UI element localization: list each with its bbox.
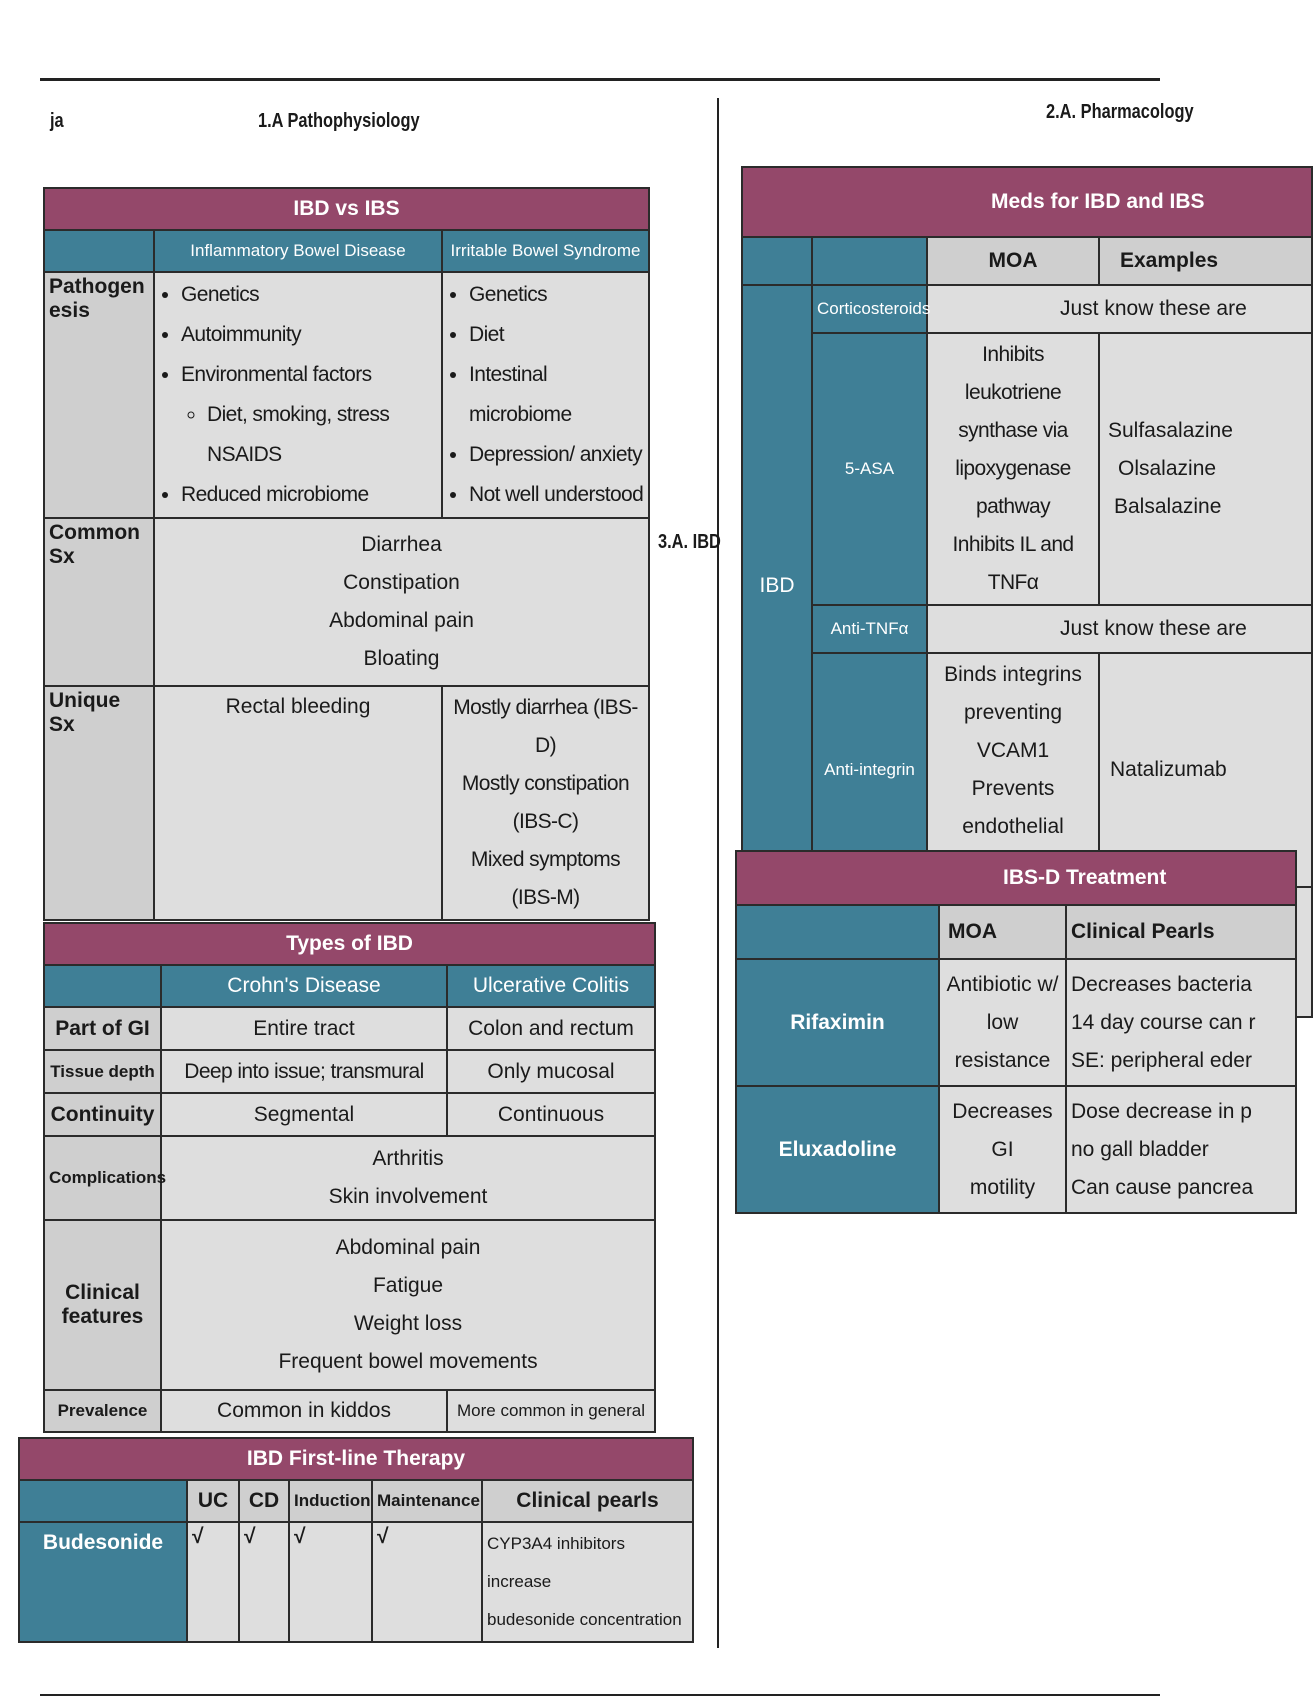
antiintegrin-label: Anti-integrin xyxy=(812,653,927,887)
antiintegrin-moa-line: preventing VCAM1 xyxy=(963,701,1063,762)
asa-moa-line: synthase via xyxy=(958,419,1068,442)
clinical-features-cell xyxy=(161,1220,655,1390)
list-item: • Genetics xyxy=(469,275,644,315)
moa-header: MOA xyxy=(927,237,1099,285)
common-sx-item: Diarrhea xyxy=(361,533,442,556)
ibsd-treatment-table xyxy=(735,850,1297,1214)
ibsd-pearls-header: Clinical Pearls xyxy=(1066,905,1296,959)
rifaximin-label: Rifaximin xyxy=(736,959,939,1086)
antitnf-label: Anti-TNFα xyxy=(812,605,927,653)
sub-list-item: ◦ Diet, smoking, stress NSAIDS xyxy=(207,395,437,475)
ibd-unique-sx: Rectal bleeding xyxy=(154,686,442,920)
induction-header: Induction xyxy=(289,1480,372,1522)
ibd-pathogenesis-cell xyxy=(154,272,442,518)
budesonide-label: Budesonide xyxy=(19,1522,187,1642)
ibd-group-label: IBD xyxy=(742,285,812,887)
rifaximin-moa-line: low resistance xyxy=(954,1010,1051,1072)
eluxadoline-moa-line: motility xyxy=(969,1175,1036,1199)
corner-cell xyxy=(44,965,161,1007)
ibs-unique-item: Mostly constipation (IBS-C) xyxy=(461,772,630,833)
clinical-pearls-header: Clinical pearls xyxy=(482,1480,693,1522)
eluxadoline-pearl: Dose decrease in p xyxy=(1071,1099,1252,1123)
common-sx-cell xyxy=(154,518,649,686)
common-sx-label: Common Sx xyxy=(44,518,154,686)
examples-header: Examples xyxy=(1099,237,1312,285)
ibd-vs-ibs-table xyxy=(43,187,650,921)
list-item-text: Environmental factors xyxy=(181,363,372,386)
tissue-depth-cd: Deep into issue; transmural xyxy=(161,1050,447,1093)
rifaximin-moa-line: Antibiotic w/ xyxy=(946,972,1059,996)
uc-check: √ xyxy=(187,1522,239,1642)
asa-examples-cell xyxy=(1099,333,1312,605)
cd-header: CD xyxy=(239,1480,289,1522)
asa-moa-line: Inhibits leukotriene xyxy=(964,343,1062,404)
eluxadoline-moa-line: Decreases GI xyxy=(952,1099,1053,1161)
clinical-features-label: Clinical features xyxy=(44,1220,161,1390)
corner-cell xyxy=(19,1480,187,1522)
list-item: • Diet xyxy=(469,315,644,355)
antiintegrin-moa-line: Binds integrins xyxy=(944,663,1082,686)
complication-item: Skin involvement xyxy=(328,1185,488,1208)
list-item: • Autoimmunity xyxy=(181,315,437,355)
budesonide-pearls-cell xyxy=(482,1522,693,1642)
uc-header: UC xyxy=(187,1480,239,1522)
eluxadoline-label: Eluxadoline xyxy=(736,1086,939,1213)
prevalence-cd: Common in kiddos xyxy=(161,1390,447,1432)
common-sx-item: Constipation xyxy=(343,571,460,594)
first-line-title: IBD First-line Therapy xyxy=(19,1438,693,1480)
bottom-rule xyxy=(40,1694,1160,1696)
antiintegrin-moa-line: Prevents endothelial xyxy=(962,777,1064,838)
tissue-depth-label: Tissue depth xyxy=(44,1050,161,1093)
list-item: • Not well understood xyxy=(469,475,644,515)
top-rule xyxy=(40,78,1160,81)
crohns-column-header: Crohn's Disease xyxy=(161,965,447,1007)
meds-table-clip xyxy=(738,166,1247,849)
pearl-line: CYP3A4 inhibitors increase xyxy=(487,1534,625,1591)
complication-item: Arthritis xyxy=(372,1147,444,1170)
rifaximin-pearls-cell xyxy=(1066,959,1296,1086)
asa-moa-line: Inhibits IL and TNFα xyxy=(952,533,1074,594)
continuity-cd: Segmental xyxy=(161,1093,447,1136)
corner-cell xyxy=(44,230,154,272)
ibs-pathogenesis-cell xyxy=(442,272,649,518)
asa-moa-cell xyxy=(927,333,1099,605)
eluxadoline-pearl: Can cause pancrea xyxy=(1071,1175,1254,1199)
list-item: • Intestinal microbiome xyxy=(469,355,644,435)
list-item: • Reduced microbiome xyxy=(181,475,437,515)
section-2a-heading: 2.A. Pharmacology xyxy=(1046,101,1194,123)
list-item: • Genetics xyxy=(181,275,437,315)
asa-moa-line: lipoxygenase pathway xyxy=(955,457,1071,518)
corner-cell xyxy=(742,237,812,285)
asa-label: 5-ASA xyxy=(812,333,927,605)
rifaximin-pearl: 14 day course can r xyxy=(1071,1010,1256,1034)
asa-example: Balsalazine xyxy=(1114,495,1222,518)
rifaximin-pearl: Decreases bacteria xyxy=(1071,972,1252,996)
clinical-feature-item: Weight loss xyxy=(353,1312,463,1335)
eluxadoline-pearls-cell xyxy=(1066,1086,1296,1213)
clinical-feature-item: Fatigue xyxy=(372,1274,444,1297)
list-item: • Depression/ anxiety xyxy=(469,435,644,475)
ibd-vs-ibs-title: IBD vs IBS xyxy=(44,188,649,230)
initials: ja xyxy=(50,110,64,132)
antiintegrin-example: Natalizumab xyxy=(1099,653,1312,887)
ibs-column-header: Irritable Bowel Syndrome xyxy=(442,230,649,272)
antitnf-text: Just know these are xyxy=(927,605,1312,653)
types-of-ibd-table xyxy=(43,922,656,1433)
common-sx-item: Abdominal pain xyxy=(329,609,474,632)
right-column-clip xyxy=(738,160,1256,1220)
cd-check: √ xyxy=(239,1522,289,1642)
corticosteroids-text: Just know these are xyxy=(927,285,1312,333)
ibsd-title: IBS-D Treatment xyxy=(736,851,1296,905)
clinical-feature-item: Abdominal pain xyxy=(335,1236,481,1259)
corticosteroids-label: Corticosteroids xyxy=(812,285,927,333)
corner-cell xyxy=(812,237,927,285)
ibd-first-line-table xyxy=(18,1437,694,1643)
column-divider xyxy=(717,98,719,1648)
rifaximin-moa-cell xyxy=(939,959,1066,1086)
part-of-gi-cd: Entire tract xyxy=(161,1007,447,1050)
rifaximin-pearl: SE: peripheral eder xyxy=(1071,1048,1252,1072)
induction-check: √ xyxy=(289,1522,372,1642)
tissue-depth-uc: Only mucosal xyxy=(447,1050,655,1093)
maintenance-check: √ xyxy=(372,1522,482,1642)
prevalence-uc: More common in general xyxy=(447,1390,655,1432)
unique-sx-label: Unique Sx xyxy=(44,686,154,920)
part-of-gi-uc: Colon and rectum xyxy=(447,1007,655,1050)
asa-example: Sulfasalazine xyxy=(1108,419,1233,442)
asa-example: Olsalazine xyxy=(1118,457,1217,480)
eluxadoline-moa-cell xyxy=(939,1086,1066,1213)
part-of-gi-label: Part of GI xyxy=(44,1007,161,1050)
eluxadoline-pearl: no gall bladder xyxy=(1071,1137,1209,1161)
continuity-uc: Continuous xyxy=(447,1093,655,1136)
ibsd-moa-header: MOA xyxy=(939,905,1066,959)
common-sx-item: Bloating xyxy=(363,647,440,670)
maintenance-header: Maintenance xyxy=(372,1480,482,1522)
types-of-ibd-title: Types of IBD xyxy=(44,923,655,965)
prevalence-label: Prevalence xyxy=(44,1390,161,1432)
ibs-unique-item: Mixed symptoms (IBS-M) xyxy=(470,848,621,909)
continuity-label: Continuity xyxy=(44,1093,161,1136)
section-3a-heading: 3.A. IBD xyxy=(658,531,721,553)
complications-cell xyxy=(161,1136,655,1220)
pearl-line: budesonide concentration xyxy=(487,1610,682,1629)
uc-column-header: Ulcerative Colitis xyxy=(447,965,655,1007)
pathogenesis-label: Pathogenesis xyxy=(44,272,154,518)
ibd-column-header: Inflammatory Bowel Disease xyxy=(154,230,442,272)
complications-label: Complications xyxy=(44,1136,161,1220)
ibs-unique-item: Mostly diarrhea (IBS-D) xyxy=(453,696,638,757)
clinical-feature-item: Frequent bowel movements xyxy=(278,1350,538,1373)
section-1a-heading: 1.A Pathophysiology xyxy=(258,110,420,132)
list-item xyxy=(181,355,437,475)
ibs-unique-sx-cell xyxy=(442,686,649,920)
meds-title: Meds for IBD and IBS xyxy=(742,167,1312,237)
corner-cell xyxy=(736,905,939,959)
